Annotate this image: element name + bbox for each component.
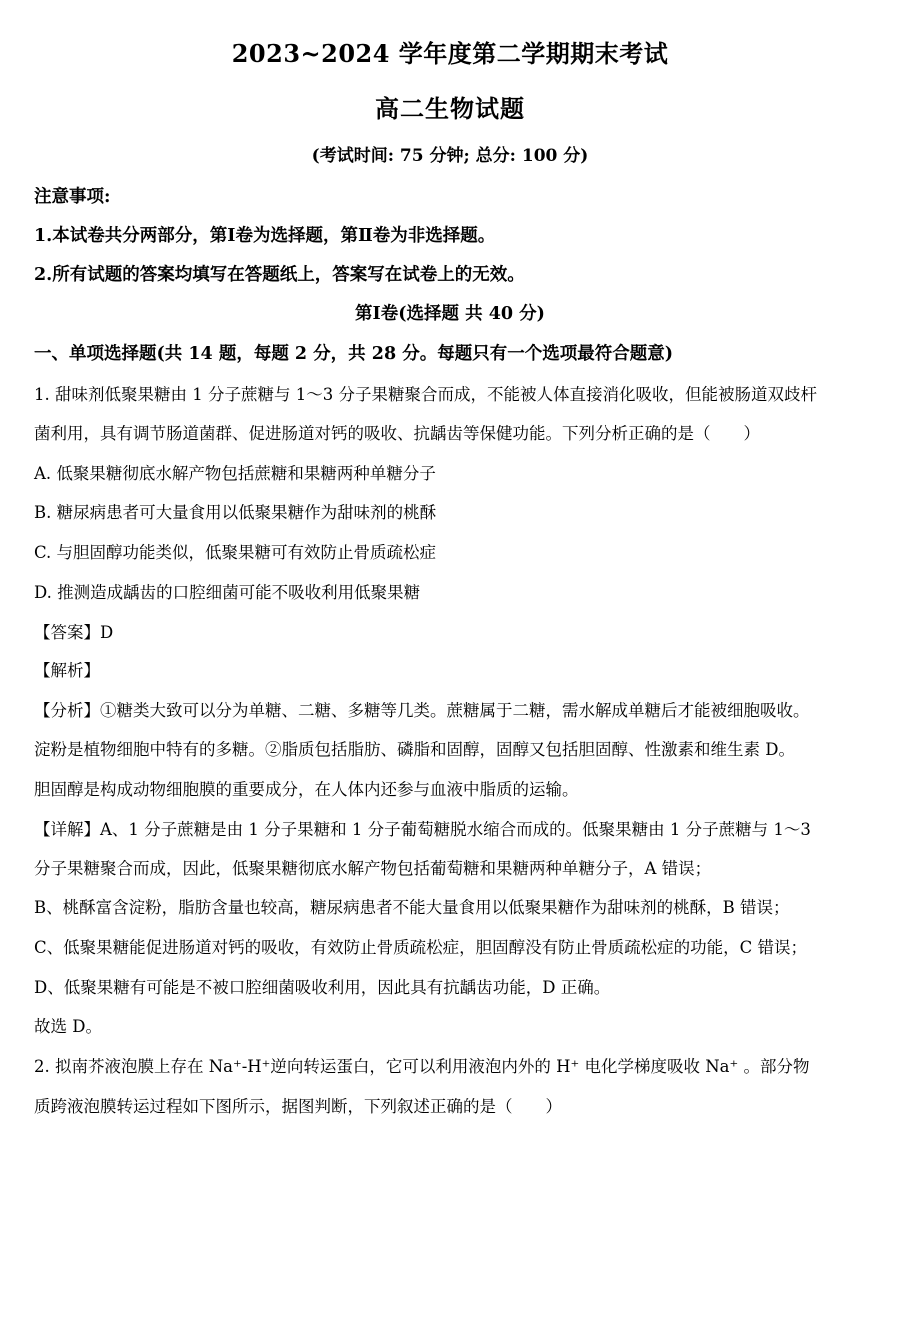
question-stem: 菌利用，具有调节肠道菌群、促进肠道对钙的吸收、抗龋齿等保健功能。下列分析正确的是（ ） [34, 424, 760, 443]
option-c: C. 与胆固醇功能类似，低聚果糖可有效防止骨质疏松症 [34, 543, 437, 562]
analysis-text: 淀粉是植物细胞中特有的多糖。②脂质包括脂肪、磷脂和固醇，固醇又包括胆固醇、性激素和维生素 D。 [34, 740, 795, 759]
detail-text: B、桃酥富含淀粉，脂肪含量也较高，糖尿病患者不能大量食用以低聚果糖作为甜味剂的桃酥，B 错误； [34, 898, 790, 917]
notes-heading: 注意事项: [34, 187, 111, 207]
exam-subtitle: 高二生物试题 [375, 94, 525, 123]
option-a: A. 低聚果糖彻底水解产物包括蔗糖和果糖两种单糖分子 [34, 464, 436, 483]
detail-text: 【详解】A、1 分子蔗糖是由 1 分子果糖和 1 分子葡萄糖脱水缩合而成的。低聚果糖由 1 分子蔗糖与 1～3 [34, 820, 811, 839]
answer-label: 【答案】D [34, 623, 114, 642]
conclusion-text: 故选 D。 [34, 1017, 102, 1036]
detail-text: C、低聚果糖能促进肠道对钙的吸收，有效防止骨质疏松症，胆固醇没有防止骨质疏松症的功能，C 错误； [34, 938, 807, 957]
detail-text: 分子果糖聚合而成，因此，低聚果糖彻底水解产物包括葡萄糖和果糖两种单糖分子，A 错误； [34, 859, 712, 878]
exam-time-info: (考试时间: 75 分钟; 总分: 100 分) [311, 146, 589, 166]
option-d: D. 推测造成龋齿的口腔细菌可能不吸收利用低聚果糖 [34, 583, 421, 602]
note-item: 1.本试卷共分两部分，第Ⅰ卷为选择题，第Ⅱ卷为非选择题。 [34, 226, 496, 246]
part-title: 第Ⅰ卷(选择题 共 40 分) [355, 304, 545, 324]
section-heading: 一、单项选择题(共 14 题，每题 2 分，共 28 分。每题只有一个选项最符合题意) [34, 344, 673, 364]
analysis-text: 胆固醇是构成动物细胞膜的重要成分，在人体内还参与血液中脂质的运输。 [34, 780, 579, 799]
analysis-label: 【解析】 [34, 661, 100, 680]
question-stem: 质跨液泡膜转运过程如下图所示，据图判断，下列叙述正确的是（ ） [34, 1097, 562, 1116]
note-item: 2.所有试题的答案均填写在答题纸上，答案写在试卷上的无效。 [34, 265, 525, 285]
detail-text: D、低聚果糖有可能是不被口腔细菌吸收利用，因此具有抗龋齿功能，D 正确。 [34, 978, 611, 997]
question-stem: 1. 甜味剂低聚果糖由 1 分子蔗糖与 1～3 分子果糖聚合而成，不能被人体直接消化吸收，但能被肠道双歧杆 [34, 385, 817, 404]
exam-title: 2023~2024 学年度第二学期期末考试 [231, 39, 669, 68]
option-b: B. 糖尿病患者可大量食用以低聚果糖作为甜味剂的桃酥 [34, 503, 437, 522]
analysis-text: 【分析】①糖类大致可以分为单糖、二糖、多糖等几类。蔗糖属于二糖，需水解成单糖后才能被细胞吸收。 [34, 701, 810, 720]
question-stem: 2. 拟南芥液泡膜上存在 Na⁺-H⁺逆向转运蛋白，它可以利用液泡内外的 H⁺ 电化学梯度吸收 Na⁺ 。部分物 [34, 1057, 810, 1076]
